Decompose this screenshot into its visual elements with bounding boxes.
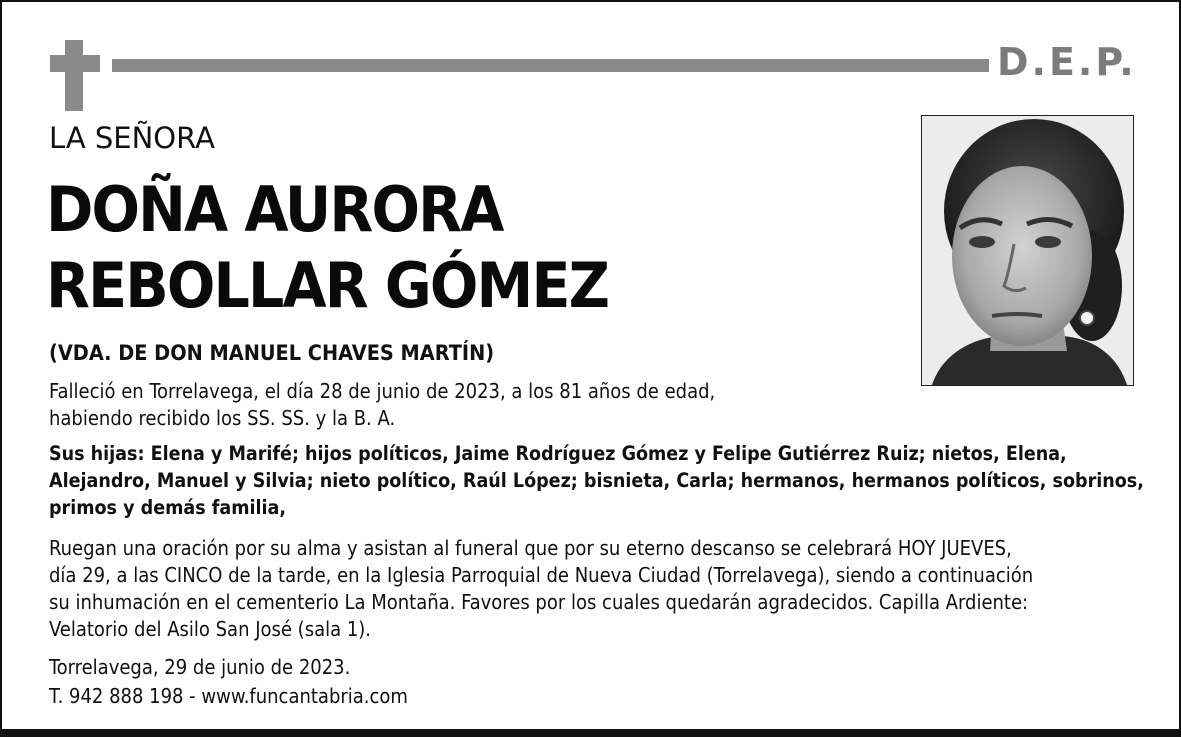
family-line: Sus hijas: Elena y Marifé; hijos políticos, Jaime Rodríguez Gómez y Felipe Gutiérrez Ruiz; nietos, Elena, <box>49 442 1067 465</box>
funeral-line: su inhumación en el cementerio La Montaña. Favores por los cuales quedarán agradecidos. Capilla Ardiente: <box>49 590 1029 614</box>
widow-of: (VDA. DE DON MANUEL CHAVES MARTÍN) <box>49 341 495 365</box>
death-paragraph <box>49 378 809 432</box>
deceased-name-line1: DOÑA AURORA <box>46 173 503 246</box>
portrait-photo <box>921 115 1134 386</box>
deceased-name-line2: REBOLLAR GÓMEZ <box>46 249 609 322</box>
contact-info: T. 942 888 198 - www.funcantabria.com <box>49 684 408 708</box>
family-paragraph <box>49 440 1159 521</box>
cross-icon-bar <box>50 55 100 72</box>
header-rule <box>112 59 989 72</box>
dep-label: D.E.P. <box>997 40 1137 84</box>
funeral-line: Ruegan una oración por su alma y asistan al funeral que por su eterno descanso se celebrará HOY JUEVES, <box>49 536 1012 560</box>
honorific: LA SEÑORA <box>49 121 215 155</box>
funeral-paragraph <box>49 535 1159 643</box>
portrait-illustration <box>922 116 1133 385</box>
death-line: habiendo recibido los SS. SS. y la B. A. <box>49 406 396 430</box>
family-line: Alejandro, Manuel y Silvia; nieto político, Raúl López; bisnieta, Carla; hermanos, hermanos políticos, sobrinos, <box>49 469 1144 492</box>
cross-icon <box>65 40 83 111</box>
funeral-line: Velatorio del Asilo San José (sala 1). <box>49 617 372 641</box>
family-line: primos y demás familia, <box>49 496 287 519</box>
death-line: Falleció en Torrelavega, el día 28 de junio de 2023, a los 81 años de edad, <box>49 379 716 403</box>
funeral-line: día 29, a las CINCO de la tarde, en la Iglesia Parroquial de Nueva Ciudad (Torrelavega), siendo a continuación <box>49 563 1034 587</box>
place-date: Torrelavega, 29 de junio de 2023. <box>49 655 351 679</box>
